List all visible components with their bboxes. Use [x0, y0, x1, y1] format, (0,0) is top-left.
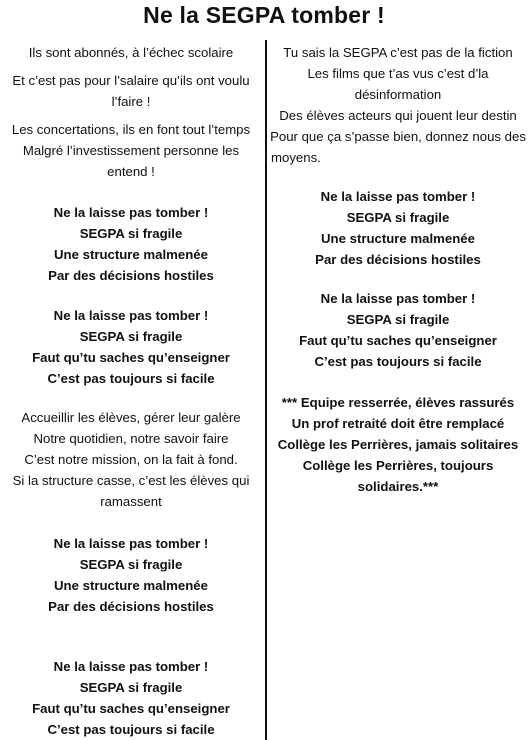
chorus-line: Ne la laisse pas tomber ! [53, 659, 209, 674]
chorus-line: Une structure malmenée [321, 231, 475, 246]
chorus-3 [0, 533, 262, 617]
outro-line: solidaires.*** [357, 479, 439, 494]
verse-3 [268, 42, 528, 168]
lyric-line: moyens. [271, 150, 321, 165]
chorus-line: SEGPA si fragile [79, 329, 183, 344]
lyric-line: Ils sont abonnés, à l’échec scolaire [28, 45, 234, 60]
chorus-line: Ne la laisse pas tomber ! [320, 291, 476, 306]
outro-line: Collège les Perrières, jamais solitaires [277, 437, 519, 452]
chorus-line: C’est pas toujours si facile [314, 354, 482, 369]
chorus-line: Par des décisions hostiles [315, 252, 481, 267]
lyric-line: Tu sais la SEGPA c’est pas de la fiction [283, 45, 513, 60]
lyric-line: Les concertations, ils en font tout l’temps [11, 122, 251, 137]
lyric-line: désinformation [354, 87, 442, 102]
verse-2 [0, 407, 262, 512]
chorus-4 [0, 656, 262, 740]
chorus-line: Par des décisions hostiles [48, 599, 214, 614]
page-title: Ne la SEGPA tomber ! [143, 2, 385, 28]
chorus-line: Faut qu’tu saches qu’enseigner [32, 350, 230, 365]
lyric-line: Notre quotidien, notre savoir faire [33, 431, 229, 446]
chorus-5 [268, 186, 528, 270]
chorus-line: Ne la laisse pas tomber ! [53, 308, 209, 323]
lyric-line: Les films que t’as vus c’est d’la [307, 66, 489, 81]
outro-line: *** Equipe resserrée, élèves rassurés [281, 395, 515, 410]
lyric-line: Pour que ça s’passe bien, donnez nous des [270, 129, 526, 144]
outro-line: Collège les Perrières, toujours [302, 458, 494, 473]
chorus-line: Ne la laisse pas tomber ! [53, 205, 209, 220]
chorus-line: Faut qu’tu saches qu’enseigner [299, 333, 497, 348]
chorus-line: SEGPA si fragile [79, 557, 183, 572]
chorus-line: SEGPA si fragile [79, 226, 183, 241]
lyric-line: entend ! [107, 164, 155, 179]
lyric-line: Accueillir les élèves, gérer leur galère [21, 410, 241, 425]
lyric-line: ramassent [100, 494, 162, 509]
chorus-line: Une structure malmenée [54, 578, 208, 593]
chorus-2 [0, 305, 262, 389]
column-divider [265, 40, 267, 740]
chorus-line: SEGPA si fragile [346, 210, 450, 225]
lyric-line: Des élèves acteurs qui jouent leur destin [279, 108, 517, 123]
chorus-6 [268, 288, 528, 372]
outro [268, 392, 528, 497]
lyric-line: Malgré l’investissement personne les [22, 143, 240, 158]
verse-1 [0, 42, 262, 182]
chorus-line: Faut qu’tu saches qu’enseigner [32, 701, 230, 716]
lyric-line: Et c’est pas pour l’salaire qu’ils ont voulu [12, 73, 250, 88]
chorus-line: SEGPA si fragile [346, 312, 450, 327]
chorus-1 [0, 202, 262, 286]
lyric-line: l’faire ! [111, 94, 151, 109]
chorus-line: SEGPA si fragile [79, 680, 183, 695]
outro-line: Un prof retraité doit être remplacé [291, 416, 505, 431]
chorus-line: C’est pas toujours si facile [47, 371, 215, 386]
chorus-line: C’est pas toujours si facile [47, 722, 215, 737]
chorus-line: Une structure malmenée [54, 247, 208, 262]
chorus-line: Par des décisions hostiles [48, 268, 214, 283]
lyric-line: C’est notre mission, on la fait à fond. [24, 452, 238, 467]
chorus-line: Ne la laisse pas tomber ! [320, 189, 476, 204]
chorus-line: Ne la laisse pas tomber ! [53, 536, 209, 551]
lyric-line: Si la structure casse, c’est les élèves qui [12, 473, 250, 488]
